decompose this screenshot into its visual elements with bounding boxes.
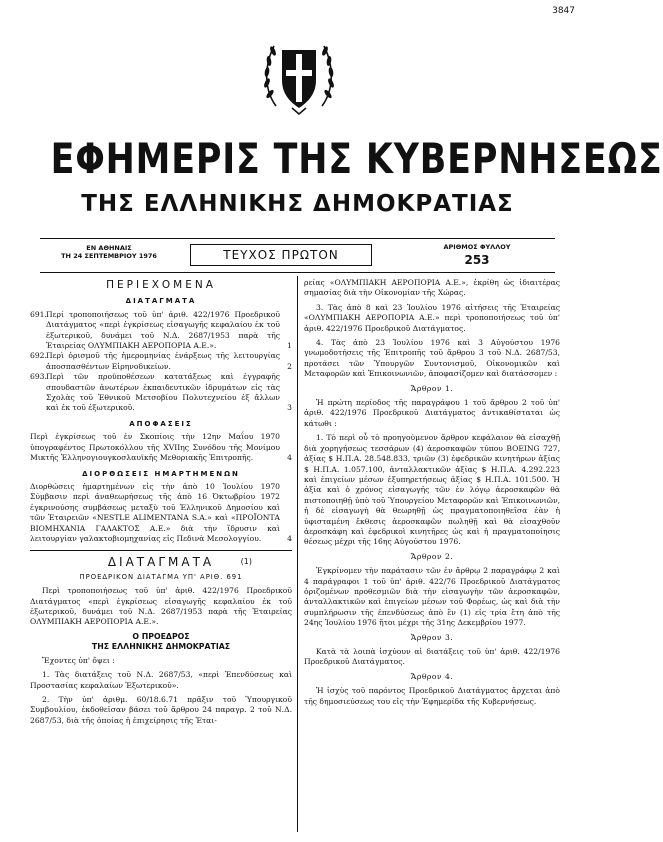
toc-entry-text: Διορθώσεις ἡμαρτημένων εἰς τὴν ἀπὸ 10 Ἰουλίου 1970 Σύμβασιν περὶ ἀναθεωρήσεως τῆς ἀπὸ 16 Ὀκτωβρίου 1972 ἐγκρινούσης συμβάσεως μεταξὺ τοῦ Ἑλληνικοῦ Δημοσίου καὶ τῶν Ἑταιρειῶν «NESTLE ALIMENTANA S.A.» καὶ «ΠΡΟΪΟΝΤΑ ΒΙΟΜΗΧΑΝΙΑ ΓΑΛΑΚΤΟΣ Α.Ε.» διὰ τὴν ἵδρυσιν καὶ λειτουργίαν γαλακτοβιομηχανίας εἰς Πεδινὰ Μεσολογγίου. <box>30 481 280 543</box>
toc-entry-page: 4 <box>287 453 292 463</box>
issue-date-block <box>44 244 174 260</box>
article-paragraph: Κατὰ τὰ λοιπὰ ἰσχύουν αἱ διατάξεις τοῦ ὑπ' ἀριθ. 422/1976 Προεδρικοῦ Διατάγματος. <box>304 647 560 667</box>
decree-paragraph: 4. Τὰς ἀπὸ 23 Ἰουλίου 1976 καὶ 3 Αὐγούστου 1976 γνωμοδοτήσεις τῆς Ἐπιτροπῆς τοῦ ἄρθρου 3 τοῦ Ν.Δ. 2687/53, προτάσει τῶν Ὑπουργῶν Συντονισμοῦ, Οἰκονομικῶν καὶ Μεταφορῶν καὶ Ἐπικοινωνιῶν, ἀποφασίζομεν καὶ διατάσσομεν : <box>304 338 560 379</box>
page-number: 3847 <box>552 6 575 16</box>
toc-entry-number: 693. <box>30 372 47 382</box>
article-1-heading: Ἄρθρον 1. <box>410 383 454 393</box>
toc-entry-text: Περὶ ἐγκρίσεως τοῦ ἐν Σκοπίοις τὴν 12ην Μαΐου 1970 ὑπογραφέντος Πρωτοκόλλου τῆς ΧVIIης Συνόδου τῆς Μονίμου Μικτῆς Ἑλληνογιουγκοσλαυϊκῆς Μεθοριακῆς Ἐπιτροπῆς. <box>30 432 280 463</box>
toc-entry-page: 2 <box>287 361 292 371</box>
left-column <box>30 278 292 730</box>
header-top-rule <box>40 238 555 239</box>
section-rule <box>30 550 292 551</box>
coat-of-arms-emblem <box>262 28 336 116</box>
toc-entry-correction <box>30 482 292 544</box>
column-divider <box>297 276 298 832</box>
decree-paragraph: 1. Τὰς διατάξεις τοῦ Ν.Δ. 2687/53, «περὶ Ἐπενδύσεως καὶ Προστασίας κεφαλαίων Ἐξωτερικοῦ». <box>30 670 292 690</box>
having-regard: Ἔχοντες ὑπ' ὄψει : <box>42 655 115 665</box>
toc-entry-text: Περί τροποποιήσεως τοῦ ὑπ' ἀριθ. 422/1976 Προεδρικοῦ Διατάγματος «περὶ ἐγκρίσεως εἰσαγωγῆς κεφαλαίου ἐκ τοῦ ἐξωτερικοῦ, δυνάμει τοῦ Ν.Δ. 2687/1953 παρὰ τῆς Ἑταιρείας ΟΛΥΜΠΙΑΚΗ ΑΕΡΟΠΟΡΙΑ Α.Ε.». <box>46 309 280 351</box>
president-line-1: Ο ΠΡΟΕΔΡΟΣ <box>132 631 190 641</box>
gazette-title: ΕΦΗΜΕΡΙΣ ΤΗΣ ΚΥΒΕΡΝΗΣΕΩΣ <box>50 134 663 183</box>
toc-entry-text: Περὶ ὁρισμοῦ τῆς ἡμερομηνίας ἐνάρξεως τῆς λειτουργίας ἀποσπασθέντων Εἰρηνοδικείων. <box>46 351 280 371</box>
toc-entry-text: Περὶ τῶν προϋποθέσεων κατατάξεως καὶ ἐγγραφῆς σπουδαστῶν ἀνωτέρων ἐκπαιδευτικῶν ἱδρυμάτων εἰς τὰς Σχολὰς τοῦ Ἐθνικοῦ Μετσοβίου Πολυτεχνείου ἐξ ἄλλων καὶ ἐκ τοῦ ἐξωτερικοῦ. <box>46 372 280 413</box>
article-3-heading: Ἄρθρον 3. <box>410 632 454 642</box>
article-paragraph: Ἡ ἰσχὺς τοῦ παρόντος Προεδρικοῦ Διατάγματος ἄρχεται ἀπὸ τῆς δημοσιεύσεως του εἰς τὴν Ἐφημερίδα τῆς Κυβερνήσεως. <box>304 686 560 706</box>
decree-number-line: ΠΡΟΕΔΡΙΚΟΝ ΔΙΑΤΑΓΜΑ ΥΠ' ΑΡΙΘ. 691 <box>79 572 243 581</box>
contents-corrections-heading: ΔΙΟΡΘΩΣΕΙΣ ΗΜΑΡΤΗΜΕΝΩΝ <box>82 469 240 478</box>
toc-entry-691 <box>30 310 292 352</box>
gazette-subtitle: ΤΗΣ ΕΛΛΗΝΙΚΗΣ ΔΗΜΟΚΡΑΤΙΑΣ <box>81 191 514 217</box>
right-column <box>304 278 560 711</box>
toc-entry-number: 691. <box>30 309 47 319</box>
issue-place: ΕΝ ΑΘΗΝΑΙΣ <box>86 244 132 252</box>
toc-entry-page: 4 <box>287 533 292 543</box>
header-bottom-rule <box>40 272 555 273</box>
sheet-number: 253 <box>464 253 490 267</box>
decrees-heading-text: ΔΙΑΤΑΓΜΑΤΑ <box>107 555 215 570</box>
contents-decrees-heading: ΔΙΑΤΑΓΜΑΤΑ <box>125 297 197 306</box>
article-4-heading: Ἄρθρον 4. <box>410 671 454 681</box>
president-heading <box>30 632 292 652</box>
decree-paragraph: 3. Τὰς ἀπὸ 8 καὶ 23 Ἰουλίου 1976 αἰτήσεις τῆς Ἑταιρείας «ΟΛΥΜΠΙΑΚΗ ΑΕΡΟΠΟΡΙΑ Α.Ε.» περὶ τροποποιήσεως τοῦ ὑπ' ἀριθ. 422/1976 Προεδρικοῦ Διατάγματος. <box>304 302 560 333</box>
president-line-2: ΤΗΣ ΕΛΛΗΝΙΚΗΣ ΔΗΜΟΚΡΑΤΙΑΣ <box>91 641 231 651</box>
article-paragraph: Ἡ πρώτη περίοδος τῆς παραγράφου 1 τοῦ ἄρθρου 2 τοῦ ὑπ' ἀριθ. 422/1976 Προεδρικοῦ Διατάγματος ἀντικαθίσταται ὡς κάτωθι : <box>304 398 560 428</box>
article-paragraph: Ἐγκρίνομεν τὴν παράτασιν τῶν ἐν ἄρθρῳ 2 παραγράφῳ 2 καὶ 4 παράγραφοι 1 τοῦ ὑπ' ἀριθ. 422/76 Προεδρικοῦ Διατάγματος ὁριζομένων προθεσμιῶν διὰ τὴν εἰσαγωγὴν τῶν ἀεροσκαφῶν, ἀνταλλακτικῶν καὶ ἐπιγείων μέσων τοῦ Φορέως, ὡς καὶ διὰ τὴν συμπλήρωσιν τῆς ἐπενδύσεως ἀπὸ ἓν (1) εἰς τρία ἔτη ἀπὸ τῆς 24ης Ἰουλίου 1976 ἤτοι μέχρι τῆς 31ης Δεκεμβρίου 1977. <box>304 566 560 628</box>
toc-entry-number: 692. <box>30 351 47 361</box>
toc-entry-692 <box>30 351 292 372</box>
issue-date: ΤΗ 24 ΣΕΠΤΕΜΒΡΙΟΥ 1976 <box>61 252 157 260</box>
decree-subject: Περὶ τροποποιήσεως τοῦ ὑπ' ἀριθ. 422/1976 Προεδρικοῦ Διατάγματος «περὶ ἐγκρίσεως εἰσαγωγῆς κεφαλαίου ἐκ τοῦ ἐξωτερικοῦ, δυνάμει τοῦ Ν.Δ. 2687/1953 παρὰ τῆς Ἑταιρείας ΟΛΥΜΠΙΑΚΗ ΑΕΡΟΠΟΡΙΑ Α.Ε.». <box>30 586 292 627</box>
decree-paragraph: 2. Τὴν ὑπ' ἀριθμ. 60/18.6.71 πρᾶξιν τοῦ Ὑπουργικοῦ Συμβουλίου, ἐκδοθεῖσαν βάσει τοῦ ἄρθρου 24 παραγρ. 2 τοῦ Ν.Δ. 2687/53, διὰ τῆς ὁποίας ἡ ἐπιχείρησις τῆς Ἑται- <box>30 695 292 725</box>
toc-entry-693 <box>30 372 292 414</box>
toc-entry-decision <box>30 432 292 463</box>
article-paragraph: 1. Τὸ περὶ οὗ τὸ προηγούμενον ἄρθρον κεφάλαιον θὰ εἰσαχθῇ διὰ χορηγήσεως τεσσάρων (4) ἀεροσκαφῶν τύπου BOEING 727, ἀξίας $ Η.Π.Α. 28.548.833, τριῶν (3) ἐφεδρικῶν κινητήρων ἀξίας $ Η.Π.Α. 1.057.100, ἀνταλλακτικῶν ἀξίας $ Η.Π.Α. 4.292.223 καὶ ἐπιγείων μέσων ἐξυπηρετήσεως ἀξίας $ Η.Π.Α. 101.500. Ἡ ἀξία καὶ ὁ χρόνος εἰσαγωγῆς τῶν ἐν λόγῳ ἀεροσκαφῶν θὰ πιστοποιηθῇ ὑπὸ τοῦ Ὑπουργείου Μεταφορῶν καὶ Ἐπικοινωνιῶν, ἡ δὲ εἰσαγωγὴ θὰ θεωρηθῇ ὡς πραγματοποιηθεῖσα ἐὰν ἡ ὑφισταμένη ἔκθεσις ἀεροσκαφῶν πωληθῇ καὶ θὰ εἰσαχθοῦν ἀεροσκάφη καὶ ἐφεδρικοὶ κινητῆρες ὡς καὶ ἡ πραγματοποίησις θέσεως μέχρι τῆς 16ης Αὐγούστου 1976. <box>304 433 560 547</box>
toc-entry-page: 1 <box>287 341 292 351</box>
decrees-heading <box>30 555 292 570</box>
contents-decisions-heading: ΑΠΟΦΑΣΕΙΣ <box>129 419 193 428</box>
decree-paragraph: ρείας «ΟΛΥΜΠΙΑΚΗ ΑΕΡΟΠΟΡΙΑ Α.Ε.», ἐκρίθη ὡς ἰδιαιτέρας σημασίας διὰ τὴν Οἰκονομίαν τῆς Χώρας. <box>304 278 560 298</box>
issue-volume: ΤΕΥΧΟΣ ΠΡΩΤΟΝ <box>190 244 372 266</box>
contents-heading: ΠΕΡΙΕΧΟΜΕΝΑ <box>106 279 216 291</box>
sheet-number-label: ΑΡΙΘΜΟΣ ΦΥΛΛΟΥ <box>443 243 511 251</box>
decree-mark: (1) <box>240 557 252 567</box>
toc-entry-page: 3 <box>287 403 292 413</box>
article-2-heading: Ἄρθρον 2. <box>410 551 454 561</box>
